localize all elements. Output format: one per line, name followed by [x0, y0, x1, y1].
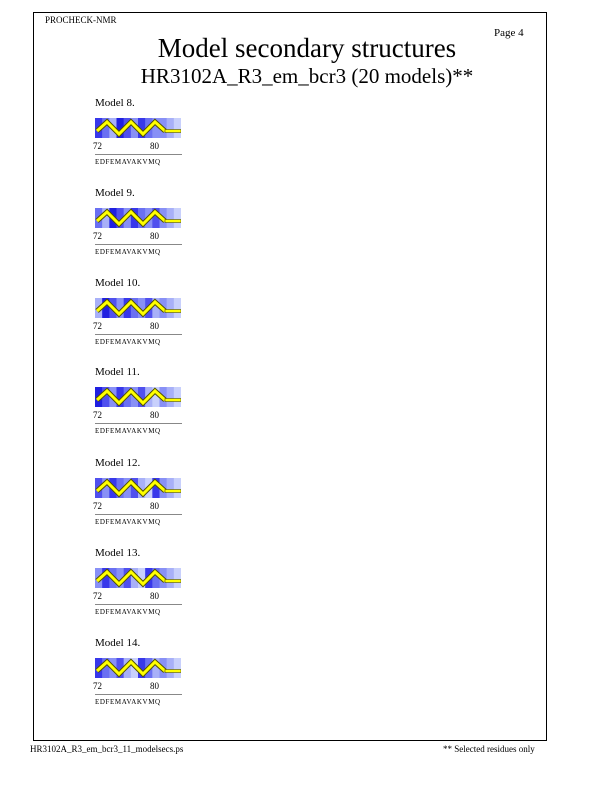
axis-line: [95, 514, 182, 515]
axis-line: [95, 334, 182, 335]
coil-segment: [165, 399, 181, 402]
model-block: [93, 97, 233, 177]
residue-shade-cell: [167, 568, 174, 588]
residue-mid-label: 80: [150, 591, 159, 601]
residue-shade-cell: [174, 568, 181, 588]
page-subtitle: HR3102A_R3_em_bcr3 (20 models)**: [140, 64, 474, 88]
sequence-text: EDFEMAVAKVMQ: [95, 608, 161, 616]
model-label: Model 9.: [95, 187, 135, 199]
residue-shade-cell: [174, 208, 181, 228]
model-label: Model 13.: [95, 547, 141, 559]
residue-start-label: 72: [93, 591, 102, 601]
sequence-text: EDFEMAVAKVMQ: [95, 698, 161, 706]
residue-mid-label: 80: [150, 501, 159, 511]
model-block: [93, 457, 233, 537]
residue-shade-cell: [174, 478, 181, 498]
residue-shade-cell: [167, 118, 174, 138]
sequence-text: EDFEMAVAKVMQ: [95, 158, 161, 166]
residue-shade-cell: [174, 387, 181, 407]
residue-axis: [93, 591, 213, 619]
residue-start-label: 72: [93, 410, 102, 420]
secondary-structure-strip: [95, 208, 181, 228]
model-block: [93, 547, 233, 627]
residue-shade-cell: [167, 208, 174, 228]
coil-segment: [165, 130, 181, 133]
coil-segment: [165, 220, 181, 223]
coil-segment: [165, 670, 181, 673]
residue-shade-cell: [174, 298, 181, 318]
model-label: Model 14.: [95, 637, 141, 649]
coil-segment: [165, 490, 181, 493]
residue-axis: [93, 410, 213, 438]
residue-shade-cell: [167, 298, 174, 318]
residue-start-label: 72: [93, 681, 102, 691]
page-number: Page 4: [494, 27, 524, 39]
residue-axis: [93, 141, 213, 169]
secondary-structure-strip: [95, 568, 181, 588]
page-title: Model secondary structures: [157, 33, 457, 63]
residue-start-label: 72: [93, 141, 102, 151]
model-block: [93, 637, 233, 717]
model-label: Model 8.: [95, 97, 135, 109]
residue-mid-label: 80: [150, 410, 159, 420]
secondary-structure-strip: [95, 658, 181, 678]
residue-start-label: 72: [93, 501, 102, 511]
model-block: [93, 187, 233, 267]
footer-filename: HR3102A_R3_em_bcr3_11_modelsecs.ps: [30, 744, 184, 754]
sequence-text: EDFEMAVAKVMQ: [95, 518, 161, 526]
secondary-structure-strip: [95, 478, 181, 498]
program-name: PROCHECK-NMR: [45, 15, 117, 25]
residue-axis: [93, 321, 213, 349]
secondary-structure-strip: [95, 118, 181, 138]
residue-axis: [93, 501, 213, 529]
residue-shade-cell: [167, 387, 174, 407]
residue-shade-cell: [174, 118, 181, 138]
footer-note: ** Selected residues only: [443, 744, 535, 754]
secondary-structure-strip: [95, 387, 181, 407]
residue-start-label: 72: [93, 231, 102, 241]
axis-line: [95, 154, 182, 155]
sequence-text: EDFEMAVAKVMQ: [95, 248, 161, 256]
model-block: [93, 277, 233, 357]
model-label: Model 12.: [95, 457, 141, 469]
residue-mid-label: 80: [150, 231, 159, 241]
model-label: Model 10.: [95, 277, 141, 289]
residue-mid-label: 80: [150, 681, 159, 691]
axis-line: [95, 694, 182, 695]
coil-segment: [165, 310, 181, 313]
residue-mid-label: 80: [150, 321, 159, 331]
axis-line: [95, 244, 182, 245]
coil-segment: [165, 580, 181, 583]
sequence-text: EDFEMAVAKVMQ: [95, 338, 161, 346]
residue-mid-label: 80: [150, 141, 159, 151]
residue-start-label: 72: [93, 321, 102, 331]
sequence-text: EDFEMAVAKVMQ: [95, 427, 161, 435]
residue-shade-cell: [167, 478, 174, 498]
residue-axis: [93, 231, 213, 259]
residue-shade-cell: [174, 658, 181, 678]
model-label: Model 11.: [95, 366, 140, 378]
residue-shade-cell: [167, 658, 174, 678]
axis-line: [95, 423, 182, 424]
model-block: [93, 366, 233, 446]
residue-axis: [93, 681, 213, 709]
axis-line: [95, 604, 182, 605]
secondary-structure-strip: [95, 298, 181, 318]
